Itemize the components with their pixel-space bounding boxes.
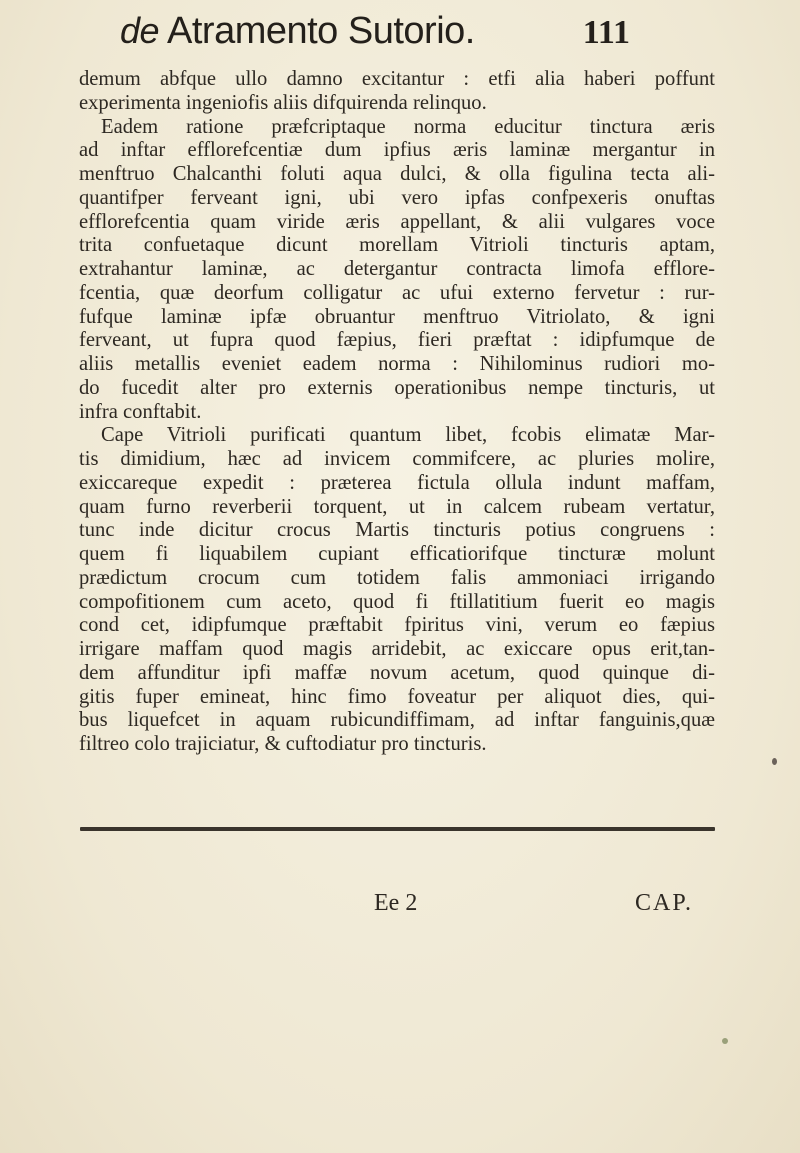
page-number: 111 <box>582 14 630 51</box>
running-title <box>120 10 475 53</box>
text-line: compofitionem cum aceto, quod fi ftillatitium fuerit eo magis <box>79 590 715 613</box>
text-line: gitis fuper emineat, hinc fimo foveatur per aliquot dies, qui- <box>79 685 715 708</box>
ink-speck <box>772 758 777 765</box>
text-line: trita confuetaque dicunt morellam Vitrioli tincturis aptam, <box>79 234 715 257</box>
text-line: fufque laminæ ipfæ obruantur menftruo Vitriolato, & igni <box>79 305 715 328</box>
text-line: ad inftar efflorefcentiæ dum ipfius æris laminæ mergantur in <box>79 139 715 162</box>
text-line: Eadem ratione præfcriptaque norma educitur tinctura æris <box>101 115 715 138</box>
text-line: filtreo colo trajiciatur, & cuftodiatur pro tincturis. <box>79 733 487 755</box>
divider-rule <box>80 827 715 831</box>
text-line: bus liquefcet in aquam rubicundiffimam, ad inftar fanguinis,quæ <box>79 709 715 732</box>
text-line: quem fi liquabilem cupiant efficatiorifque tincturæ molunt <box>79 543 715 565</box>
text-line: tis dimidium, hæc ad invicem commifcere, ac pluries molire, <box>79 448 715 470</box>
text-line: quam furno reverberii torquent, ut in calcem rubeam vertatur, <box>79 495 715 518</box>
running-title-prefix: de <box>120 10 160 51</box>
text-line: aliis metallis eveniet eadem norma : Nihilominus rudiori mo- <box>79 353 715 375</box>
ink-speck <box>722 1038 728 1044</box>
text-line: Cape Vitrioli purificati quantum libet, fcobis elimatæ Mar- <box>101 424 715 447</box>
text-line: do fucedit alter pro externis operationibus nempe tincturis, ut <box>79 376 715 399</box>
body-text <box>79 68 715 757</box>
text-line: fcentia, quæ deorfum colligatur ac ufui externo fervetur : rur- <box>79 281 715 304</box>
text-line: experimenta ingeniofis aliis difquirenda relinquo. <box>79 91 487 114</box>
text-line: exiccareque expedit : præterea fictula ollula indunt maffam, <box>79 471 715 494</box>
text-line: infra conftabit. <box>79 400 202 423</box>
catchword: CAP. <box>635 890 694 916</box>
text-line: ferveant, ut fupra quod fæpius, fieri præftat : idipfumque de <box>79 329 715 352</box>
signature-mark: Ee 2 <box>374 890 418 916</box>
text-line: extrahantur laminæ, ac detergantur contracta limofa efflore- <box>79 258 715 280</box>
text-line: cond cet, idipfumque præftabit fpiritus vini, verum eo fæpius <box>79 614 715 637</box>
running-header <box>120 10 630 60</box>
text-line: tunc inde dicitur crocus Martis tincturis potius congruens : <box>79 519 715 542</box>
text-line: irrigare maffam quod magis arridebit, ac exiccare opus erit,tan- <box>79 638 715 660</box>
text-line: dem affunditur ipfi maffæ novum acetum, quod quinque di- <box>79 661 715 684</box>
text-line: demum abfque ullo damno excitantur : etfi alia haberi poffunt <box>79 68 715 90</box>
text-line: efflorefcentia quam viride æris appellant, & alii vulgares voce <box>79 210 715 233</box>
text-line: prædictum crocum cum totidem falis ammoniaci irrigando <box>79 566 715 589</box>
text-line: menftruo Chalcanthi foluti aqua dulci, & olla figulina tecta ali- <box>79 163 715 185</box>
text-line: quantifper ferveant igni, ubi vero ipfas confpexeris onuftas <box>79 186 715 209</box>
running-title-main: Atramento Sutorio. <box>167 10 475 52</box>
